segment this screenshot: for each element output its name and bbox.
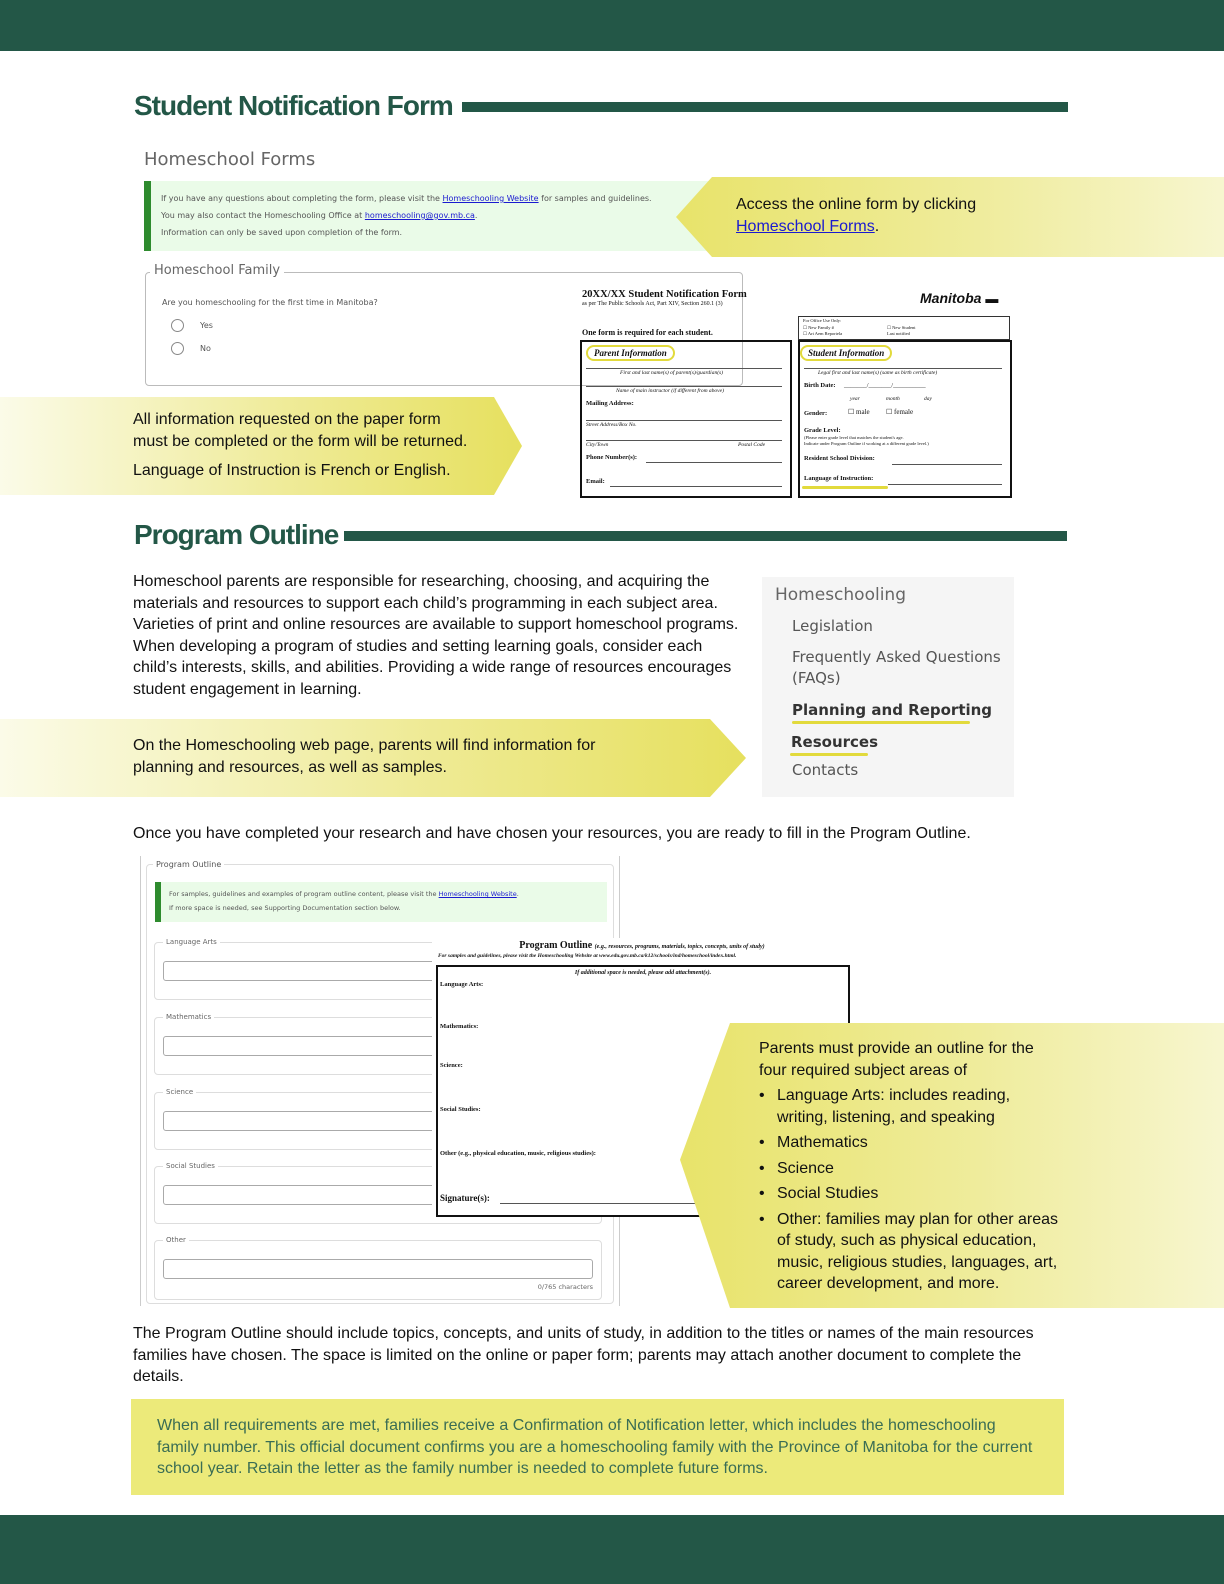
one-form-note: One form is required for each student. xyxy=(582,328,713,337)
paper-field-science: Science: xyxy=(440,1062,463,1069)
parent-line xyxy=(586,368,782,369)
paper-field-mathematics: Mathematics: xyxy=(440,1023,479,1030)
paper-field-social-studies: Social Studies: xyxy=(440,1106,481,1113)
student-line xyxy=(804,368,1002,369)
paper-form-subtitle: as per The Public Schools Act, Part XIV, Section 260.1 (3) xyxy=(582,301,723,307)
callout-subjects-content xyxy=(759,1038,1059,1299)
callout-info-line-2: must be completed or the form will be returned. xyxy=(133,432,468,450)
paper-field-language-arts: Language Arts: xyxy=(440,981,484,988)
parent-line xyxy=(586,440,782,441)
forms-notice xyxy=(144,181,721,251)
manitoba-logo: Manitoba ▬ xyxy=(920,290,999,306)
email-label: Email: xyxy=(586,478,605,485)
first-time-question: Are you homeschooling for the first time in Manitoba? xyxy=(162,298,378,307)
title-rule xyxy=(344,531,1067,541)
program-intro-paragraph: Homeschool parents are responsible for researching, choosing, and acquiring the materials and resources to support each child’s programming in each subject area. Varieties of print and online resources are available to support homeschool programs. When developing a program of studies and setting learning goals, consider each child’s interests, skills, and abilities. Providing a wide range of resources encourages student engagement in learning. xyxy=(133,573,739,698)
nav-item-contacts[interactable]: Contacts xyxy=(792,761,859,779)
gender-label: Gender: xyxy=(804,410,828,417)
postal-hint: Postal Code xyxy=(738,442,766,448)
office-item-3: ☐ Art Aem Reportela xyxy=(803,331,843,336)
homeschool-forms-link[interactable]: Homeschool Forms xyxy=(736,218,875,235)
resources-highlight xyxy=(790,753,868,756)
office-item-2: ☐ New Student xyxy=(887,325,916,330)
radio-yes-label: Yes xyxy=(200,321,213,330)
paper-outline-box-note: If additional space is needed, please add attachment(s). xyxy=(574,970,712,976)
bottom-band xyxy=(0,1515,1224,1584)
paper-field-other: Other (e.g., physical education, music, religious studies): xyxy=(440,1150,596,1157)
callout-info-line-1: All information requested on the paper form xyxy=(133,411,441,428)
student-info-box xyxy=(798,340,1012,498)
callout-subjects-intro: Parents must provide an outline for the four required subject areas of xyxy=(759,1040,1034,1079)
subjects-list xyxy=(759,1085,1059,1295)
nav-heading[interactable]: Homeschooling xyxy=(775,585,906,605)
subject-item: • Other: families may plan for other areas of study, such as physical education, music, religious studies, languages, art, career development, and more. xyxy=(759,1209,1059,1295)
callout-info-text xyxy=(133,409,467,482)
homeschooling-website-link[interactable]: Homeschooling Website xyxy=(442,194,539,203)
online-input-other[interactable] xyxy=(163,1259,593,1279)
section-title-program-outline: Program Outline xyxy=(134,519,339,550)
office-use-box xyxy=(798,316,1010,340)
online-notice-line-1: For samples, guidelines and examples of program outline content, please visit the Homeschooling Website. xyxy=(169,890,519,898)
subject-item: • Mathematics xyxy=(759,1132,1059,1154)
parent-line xyxy=(586,386,782,387)
section-title-student-notification: Student Notification Form xyxy=(134,90,453,121)
grade-level-label: Grade Level: xyxy=(804,427,841,434)
gender-female[interactable]: ☐ female xyxy=(886,408,914,416)
paper-signature-label: Signature(s): xyxy=(440,1193,490,1203)
online-field-label: Mathematics xyxy=(163,1013,214,1021)
month-hint: month xyxy=(886,396,900,402)
birth-date-lines: _______/_______/__________ xyxy=(844,382,926,389)
online-notice-line-2: If more space is needed, see Supporting Documentation section below. xyxy=(169,904,401,912)
grade-note-1: (Please enter grade level that matches the student's age. xyxy=(804,435,904,440)
callout-web-line-2: planning and resources, as well as samples. xyxy=(133,758,447,776)
subject-item: • Language Arts: includes reading, writing, listening, and speaking xyxy=(759,1085,1059,1128)
callout-web-line-1: On the Homeschooling web page, parents will find information for xyxy=(133,737,596,754)
homeschooling-email-link[interactable]: homeschooling@gov.mb.ca xyxy=(364,211,475,220)
notice-line-3: Information can only be saved upon completion of the form. xyxy=(161,228,403,237)
radio-no[interactable] xyxy=(171,342,184,355)
parent-line xyxy=(610,486,782,487)
subject-item: • Science xyxy=(759,1158,1059,1180)
student-line xyxy=(888,484,1002,485)
parent-info-box xyxy=(580,340,792,498)
top-band xyxy=(0,0,1224,51)
confirmation-box xyxy=(131,1399,1064,1495)
office-item-1: ☐ New Family # xyxy=(803,325,834,330)
instructor-hint: Name of main instructor (if different from above) xyxy=(616,388,724,394)
callout-access-text: Access the online form by clicking Homeschool Forms. xyxy=(736,196,977,235)
grade-note-2: Indicate under Program Outline if working at a different grade level.) xyxy=(804,441,929,446)
outline-paragraph: The Program Outline should include topics, concepts, and units of study, in addition to the titles or names of the main resources families have chosen. The space is limited on the online or paper form; parents may attach another document to complete the details. xyxy=(133,1325,1034,1385)
online-field-label: Social Studies xyxy=(163,1162,218,1170)
paper-form-title: 20XX/XX Student Notification Form xyxy=(582,289,747,300)
gender-male[interactable]: ☐ male xyxy=(848,408,870,416)
nav-item-legislation[interactable]: Legislation xyxy=(792,617,873,635)
callout-web-text xyxy=(133,735,595,778)
homeschool-family-legend: Homeschool Family xyxy=(150,263,284,278)
student-name-hint: Legal first and last name(s) (same as birth certificate) xyxy=(818,370,938,376)
phone-label: Phone Number(s): xyxy=(586,454,638,461)
callout-info-line-3: Language of Instruction is French or English. xyxy=(133,462,451,479)
parent-line xyxy=(646,462,782,463)
language-highlight xyxy=(802,486,888,489)
student-line xyxy=(892,464,1002,465)
radio-no-label: No xyxy=(200,344,211,353)
office-item-4: Last notified xyxy=(887,331,910,336)
mailing-address-label: Mailing Address: xyxy=(586,400,634,407)
confirmation-text: When all requirements are met, families receive a Confirmation of Notification letter, which includes the homeschooling family number. This official document confirms you are a homeschooling family with the Province of Manitoba for the current school year. Retain the letter as the family number is needed to complete future forms. xyxy=(157,1417,1033,1477)
day-hint: day xyxy=(924,396,932,402)
character-counter: 0/765 characters xyxy=(537,1283,593,1291)
homeschool-forms-heading: Homeschool Forms xyxy=(144,149,316,170)
year-hint: year xyxy=(850,396,860,402)
parent-info-heading: Parent Information xyxy=(586,345,675,361)
online-field-label: Other xyxy=(163,1236,189,1244)
nav-item-planning-reporting[interactable]: Planning and Reporting xyxy=(792,701,993,719)
parent-line xyxy=(586,420,782,421)
paper-outline-subtitle: For samples and guidelines, please visit the Homeschooling Website at www.edu.gov.mb.ca/k12/schools/ind/homeschool/index.html. xyxy=(438,953,737,959)
birth-date-label: Birth Date: xyxy=(804,382,836,389)
city-hint: City/Town xyxy=(586,442,609,448)
planning-highlight xyxy=(792,721,970,724)
online-field-other xyxy=(154,1236,602,1300)
online-field-label: Language Arts xyxy=(163,938,220,946)
online-outline-legend: Program Outline xyxy=(153,860,224,869)
office-use-label: For Office Use Only: xyxy=(803,318,842,323)
nav-item-resources[interactable]: Resources xyxy=(791,733,879,751)
online-notice-website-link[interactable]: Homeschooling Website xyxy=(438,890,517,898)
ready-paragraph: Once you have completed your research and have chosen your resources, you are ready to fill in the Program Outline. xyxy=(133,825,971,842)
language-instruction-label: Language of Instruction: xyxy=(804,475,874,482)
student-info-heading: Student Information xyxy=(800,345,892,361)
homeschooling-nav xyxy=(762,577,1014,797)
online-field-label: Science xyxy=(163,1088,196,1096)
street-hint: Street Address/Box No. xyxy=(586,422,637,428)
title-rule xyxy=(462,102,1068,112)
radio-yes[interactable] xyxy=(171,319,184,332)
notice-line-2: You may also contact the Homeschooling Office at homeschooling@gov.mb.ca. xyxy=(161,211,478,220)
paper-outline-title: Program Outline (e.g., resources, programs, materials, topics, concepts, units of study) xyxy=(519,940,765,951)
online-outline-notice xyxy=(155,882,607,922)
school-division-label: Resident School Division: xyxy=(804,455,875,462)
parent-name-hint: First and last name(s) of parent(s)/guardian(s) xyxy=(620,370,724,376)
notice-line-1: If you have any questions about completing the form, please visit the Homeschooling Website for samples and guidelines. xyxy=(161,194,652,203)
nav-item-faqs[interactable]: Frequently Asked Questions (FAQs) xyxy=(792,648,1001,687)
subject-item: • Social Studies xyxy=(759,1183,1059,1205)
